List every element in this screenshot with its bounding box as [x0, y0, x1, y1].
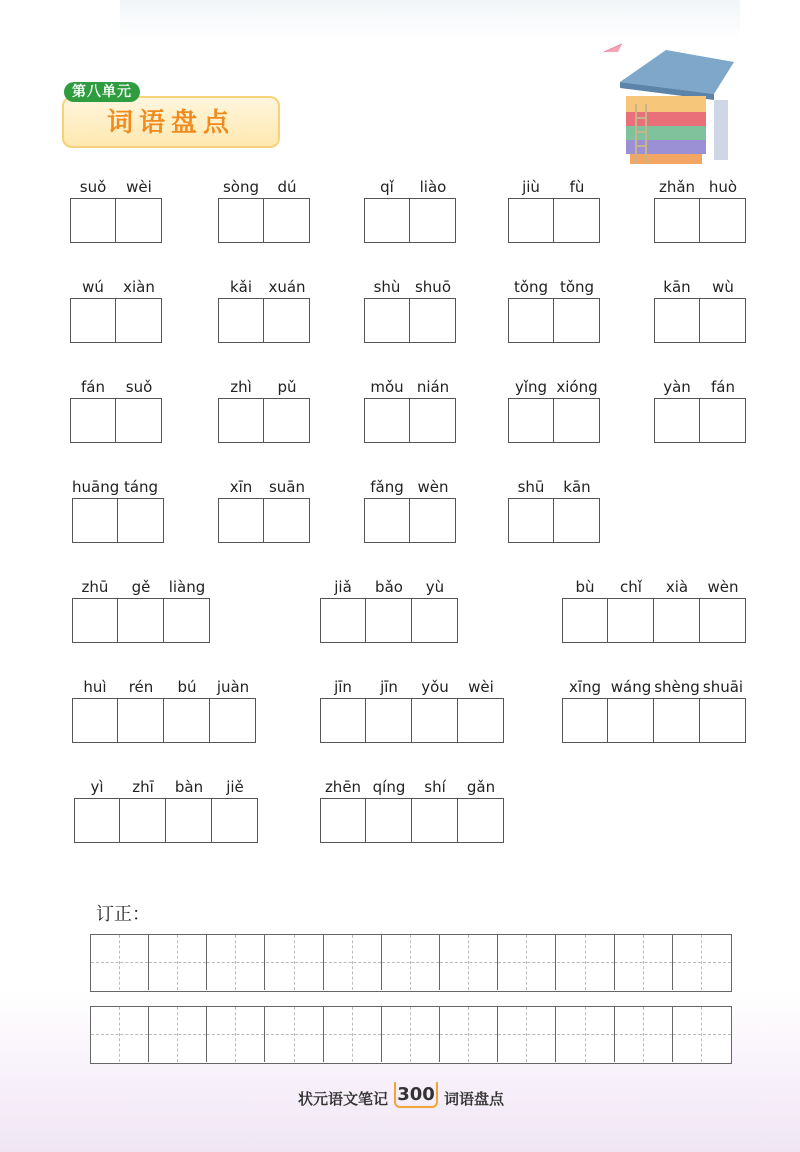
character-box[interactable] [608, 598, 654, 643]
character-box[interactable] [118, 598, 164, 643]
character-box[interactable] [218, 298, 264, 343]
cell-guide-horizontal [498, 1034, 555, 1035]
character-box[interactable] [166, 798, 212, 843]
pinyin-label: gě [131, 578, 151, 596]
page-footer [0, 1082, 800, 1112]
writing-cell[interactable] [440, 935, 498, 990]
character-box[interactable] [164, 698, 210, 743]
unit-header [62, 80, 284, 152]
character-box[interactable] [412, 598, 458, 643]
character-box[interactable] [118, 498, 164, 543]
cell-guide-horizontal [266, 1034, 323, 1035]
pinyin-label: jiǎ [334, 578, 352, 596]
pinyin-label: tǒng [559, 278, 595, 296]
character-box[interactable] [210, 698, 256, 743]
cell-guide-horizontal [149, 1034, 206, 1035]
writing-cell[interactable] [615, 1007, 673, 1062]
cell-guide-horizontal [207, 962, 264, 963]
character-box[interactable] [120, 798, 166, 843]
cell-guide-horizontal [557, 962, 614, 963]
character-box[interactable] [72, 698, 118, 743]
pinyin-label: zhì [230, 378, 252, 396]
character-box[interactable] [364, 198, 410, 243]
character-box[interactable] [410, 498, 456, 543]
pinyin-label: xiàn [123, 278, 155, 296]
pinyin-label: chǐ [620, 578, 642, 596]
character-box[interactable] [458, 698, 504, 743]
pinyin-label: jiù [522, 178, 540, 196]
pinyin-label: huò [708, 178, 738, 196]
character-box[interactable] [366, 698, 412, 743]
cell-guide-horizontal [440, 962, 497, 963]
pinyin-label: juàn [216, 678, 250, 696]
character-box[interactable] [410, 198, 456, 243]
pinyin-label: shuō [414, 278, 451, 296]
correction-grid-row-2[interactable] [90, 1006, 732, 1064]
pinyin-label: liàng [168, 578, 206, 596]
pinyin-label: qǐ [380, 178, 394, 196]
cell-guide-horizontal [615, 962, 672, 963]
pinyin-label: zhū [81, 578, 109, 596]
pinyin-label: yǐng [514, 378, 548, 396]
character-box[interactable] [118, 698, 164, 743]
character-box[interactable] [700, 398, 746, 443]
writing-cell[interactable] [324, 935, 382, 990]
character-box[interactable] [554, 198, 600, 243]
pinyin-label: liào [419, 178, 447, 196]
character-box[interactable] [74, 798, 120, 843]
cell-guide-horizontal [440, 1034, 497, 1035]
pinyin-label: xuán [268, 278, 306, 296]
character-box[interactable] [562, 598, 608, 643]
writing-cell[interactable] [382, 935, 440, 990]
pinyin-label: zhǎn [658, 178, 696, 196]
character-box[interactable] [164, 598, 210, 643]
cell-guide-horizontal [266, 962, 323, 963]
page-number: 300 [394, 1082, 438, 1108]
character-box[interactable] [410, 398, 456, 443]
pinyin-label: dú [277, 178, 297, 196]
pinyin-label: tǒng [513, 278, 549, 296]
character-box[interactable] [554, 498, 600, 543]
character-box[interactable] [364, 498, 410, 543]
pinyin-label: kǎi [229, 278, 253, 296]
pinyin-label: fán [81, 378, 105, 396]
pinyin-label: pǔ [277, 378, 297, 396]
character-box[interactable] [264, 398, 310, 443]
character-box[interactable] [218, 498, 264, 543]
character-box[interactable] [70, 398, 116, 443]
writing-cell[interactable] [149, 1007, 207, 1062]
pinyin-label: wáng [610, 678, 652, 696]
character-box[interactable] [264, 298, 310, 343]
correction-label: 订正： [96, 904, 150, 925]
character-box[interactable] [412, 698, 458, 743]
writing-cell[interactable] [324, 1007, 382, 1062]
unit-tag: 第八单元 [64, 82, 140, 102]
pinyin-label: jīn [334, 678, 352, 696]
pinyin-label: jiě [226, 778, 244, 796]
character-box[interactable] [700, 198, 746, 243]
cell-guide-horizontal [382, 1034, 439, 1035]
character-box[interactable] [458, 798, 504, 843]
writing-cell[interactable] [266, 1007, 324, 1062]
pinyin-label: sòng [222, 178, 260, 196]
writing-cell[interactable] [673, 935, 731, 990]
pinyin-label: shuāi [702, 678, 744, 696]
pinyin-label: yàn [663, 378, 691, 396]
writing-cell[interactable] [440, 1007, 498, 1062]
writing-cell[interactable] [615, 935, 673, 990]
character-box[interactable] [608, 698, 654, 743]
correction-grid-row-1[interactable] [90, 934, 732, 992]
writing-cell[interactable] [557, 1007, 615, 1062]
character-box[interactable] [654, 598, 700, 643]
pinyin-label: wèn [417, 478, 449, 496]
character-box[interactable] [508, 398, 554, 443]
pinyin-label: bú [177, 678, 197, 696]
writing-cell[interactable] [207, 935, 265, 990]
pinyin-label: shèng [654, 678, 700, 696]
pinyin-label: bàn [174, 778, 204, 796]
character-box[interactable] [264, 198, 310, 243]
character-box[interactable] [116, 398, 162, 443]
cell-guide-horizontal [498, 962, 555, 963]
character-box[interactable] [72, 498, 118, 543]
pinyin-label: wèi [468, 678, 494, 696]
pinyin-label: wèi [126, 178, 152, 196]
pinyin-label: fù [569, 178, 585, 196]
cell-guide-horizontal [324, 962, 381, 963]
pinyin-label: xīng [568, 678, 602, 696]
pinyin-label: fǎng [370, 478, 404, 496]
character-box[interactable] [366, 798, 412, 843]
pinyin-label: jīn [380, 678, 398, 696]
pinyin-label: qíng [372, 778, 406, 796]
pinyin-label: bǎo [375, 578, 403, 596]
character-box[interactable] [218, 198, 264, 243]
writing-cell[interactable] [382, 1007, 440, 1062]
character-box[interactable] [364, 398, 410, 443]
cell-guide-horizontal [91, 962, 148, 963]
writing-cell[interactable] [498, 1007, 556, 1062]
writing-cell[interactable] [91, 1007, 149, 1062]
character-box[interactable] [554, 398, 600, 443]
character-box[interactable] [654, 398, 700, 443]
pinyin-label: suān [268, 478, 306, 496]
pinyin-label: suǒ [125, 378, 153, 396]
pinyin-label: mǒu [370, 378, 404, 396]
pinyin-label: wú [82, 278, 104, 296]
character-box[interactable] [654, 298, 700, 343]
character-box[interactable] [320, 798, 366, 843]
pinyin-label: xióng [556, 378, 598, 396]
pinyin-label: suǒ [79, 178, 107, 196]
character-box[interactable] [320, 598, 366, 643]
character-box[interactable] [70, 198, 116, 243]
pinyin-label: wèn [707, 578, 739, 596]
cell-guide-horizontal [673, 1034, 731, 1035]
pinyin-label: gǎn [466, 778, 496, 796]
writing-cell[interactable] [673, 1007, 731, 1062]
character-box[interactable] [70, 298, 116, 343]
pinyin-label: zhēn [324, 778, 362, 796]
character-box[interactable] [554, 298, 600, 343]
footer-section: 词语盘点 [444, 1090, 505, 1108]
character-box[interactable] [654, 698, 700, 743]
character-box[interactable] [700, 298, 746, 343]
cell-guide-horizontal [207, 1034, 264, 1035]
character-box[interactable] [116, 298, 162, 343]
character-box[interactable] [320, 698, 366, 743]
character-box[interactable] [700, 698, 746, 743]
character-box[interactable] [264, 498, 310, 543]
pinyin-label: fán [711, 378, 735, 396]
pinyin-label: huāng [72, 478, 120, 496]
pinyin-label: kān [663, 278, 691, 296]
pinyin-label: yǒu [421, 678, 449, 696]
pinyin-label: yì [90, 778, 104, 796]
pinyin-label: rén [128, 678, 154, 696]
character-box[interactable] [562, 698, 608, 743]
character-box[interactable] [366, 598, 412, 643]
pinyin-label: shū [517, 478, 545, 496]
pinyin-label: huì [83, 678, 107, 696]
writing-cell[interactable] [266, 935, 324, 990]
cell-guide-horizontal [615, 1034, 672, 1035]
footer-book-title: 状元语文笔记 [297, 1090, 388, 1108]
pinyin-label: shí [424, 778, 446, 796]
cell-guide-horizontal [324, 1034, 381, 1035]
writing-cell[interactable] [207, 1007, 265, 1062]
cell-guide-horizontal [382, 962, 439, 963]
pinyin-label: kān [563, 478, 591, 496]
page-title: 词语盘点 [106, 108, 235, 138]
pinyin-label: zhī [132, 778, 154, 796]
pinyin-label: yù [425, 578, 445, 596]
pinyin-label: táng [123, 478, 159, 496]
writing-cell[interactable] [498, 935, 556, 990]
pinyin-label: shù [373, 278, 401, 296]
character-box[interactable] [72, 598, 118, 643]
character-box[interactable] [508, 298, 554, 343]
cell-guide-horizontal [557, 1034, 614, 1035]
writing-cell[interactable] [91, 935, 149, 990]
cell-guide-horizontal [673, 962, 731, 963]
pinyin-label: nián [416, 378, 450, 396]
pinyin-label: xià [665, 578, 689, 596]
pinyin-label: wù [712, 278, 734, 296]
character-box[interactable] [116, 198, 162, 243]
character-box[interactable] [412, 798, 458, 843]
cell-guide-horizontal [91, 1034, 148, 1035]
character-box[interactable] [700, 598, 746, 643]
book-house-illustration [596, 34, 746, 168]
character-box[interactable] [218, 398, 264, 443]
character-box[interactable] [654, 198, 700, 243]
character-box[interactable] [364, 298, 410, 343]
character-box[interactable] [212, 798, 258, 843]
pinyin-label: xīn [229, 478, 253, 496]
pinyin-label: bù [575, 578, 595, 596]
character-box[interactable] [508, 198, 554, 243]
writing-cell[interactable] [149, 935, 207, 990]
cell-guide-horizontal [149, 962, 206, 963]
character-box[interactable] [508, 498, 554, 543]
character-box[interactable] [410, 298, 456, 343]
writing-cell[interactable] [557, 935, 615, 990]
